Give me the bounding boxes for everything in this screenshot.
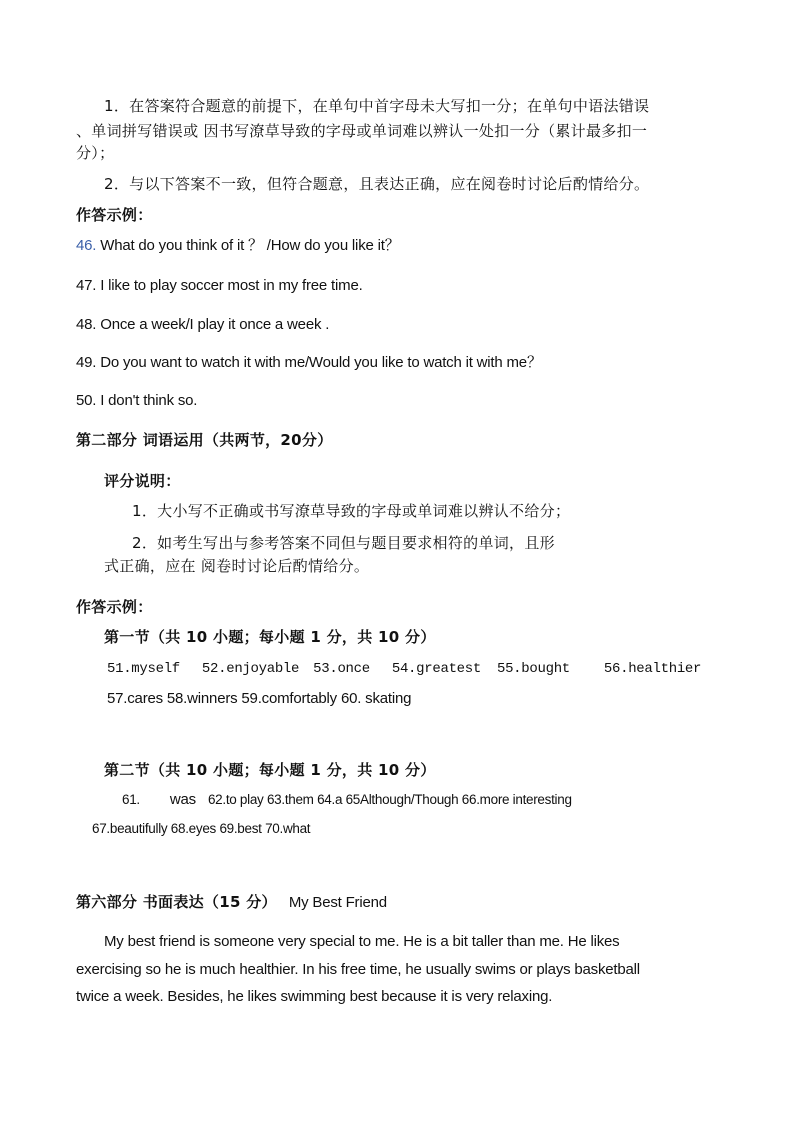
- part2-heading: 第二部分 词语运用（共两节，20分）: [76, 431, 333, 449]
- answer-51: 51.myself: [107, 661, 180, 677]
- answer-46: [76, 236, 400, 256]
- section1-heading: 第一节（共 10 小题；每小题 1 分，共 10 分）: [104, 628, 436, 646]
- scoring-label: 评分说明：: [104, 472, 181, 490]
- section1-row-1: [107, 659, 701, 679]
- answer-49: [76, 353, 542, 373]
- answer-50: [76, 391, 197, 411]
- answer-47: [76, 276, 363, 296]
- answer-number: 47.: [76, 277, 97, 294]
- rule-2: 2．与以下答案不一致，但符合题意，且表达正确，应在阅卷时讨论后酌情给分。: [104, 175, 650, 193]
- answer-number: 50.: [76, 392, 97, 409]
- answer-text: I like to play soccer most in my free time.: [96, 277, 363, 294]
- part6-heading-line: [76, 892, 387, 913]
- section2-row-2: 67.beautifully 68.eyes 69.best 70.what: [92, 821, 311, 836]
- answer-text: Do you want to watch it with me/Would you like to watch it with me？: [96, 354, 542, 371]
- part6-title: My Best Friend: [288, 894, 387, 911]
- scoring-item-2a: 2．如考生写出与参考答案不同但与题目要求相符的单词，且形: [132, 534, 555, 552]
- answer-text: Once a week/I play it once a week .: [96, 316, 330, 333]
- rule-1-line-1: 1．在答案符合题意的前提下，在单句中首字母未大写扣一分；在单句中语法错误: [104, 97, 650, 115]
- essay-line-1: My best friend is someone very special to me. He is a bit taller than me. He likes: [104, 933, 620, 950]
- example-heading-1: 作答示例：: [76, 206, 153, 224]
- section2-heading: 第二节（共 10 小题；每小题 1 分，共 10 分）: [104, 761, 436, 779]
- answer-61-number: 61.: [122, 792, 140, 807]
- answer-52: 52.enjoyable: [201, 661, 300, 677]
- answers-62-66: 62.to play 63.them 64.a 65Although/Though 66.more interesting: [207, 792, 572, 807]
- part6-heading: 第六部分 书面表达（15 分）: [76, 893, 277, 911]
- scoring-item-1: 1．大小写不正确或书写潦草导致的字母或单词难以辨认不给分；: [132, 502, 571, 520]
- essay-line-2: exercising so he is much healthier. In his free time, he usually swims or plays basketball: [76, 961, 640, 978]
- answer-56: 56.healthier: [603, 661, 702, 677]
- answer-number: 49.: [76, 354, 97, 371]
- example-heading-2: 作答示例：: [76, 598, 153, 616]
- section2-row-1: [122, 790, 572, 810]
- scoring-item-2b: 式正确，应在 阅卷时讨论后酌情给分。: [104, 557, 370, 575]
- answer-54: 54.greatest: [391, 661, 481, 677]
- answer-number: 48.: [76, 316, 97, 333]
- essay-line-3: twice a week. Besides, he likes swimming best because it is very relaxing.: [76, 988, 553, 1005]
- answer-61: was: [169, 791, 196, 808]
- rule-1-line-2: 、单词拼写错误或 因书写潦草导致的字母或单词难以辨认一处扣一分（累计最多扣一: [76, 122, 648, 140]
- rule-1-line-3: 分）；: [76, 144, 115, 162]
- answer-48: [76, 315, 329, 335]
- answer-53: 53.once: [313, 661, 370, 677]
- answer-55: 55.bought: [496, 661, 570, 677]
- answer-text: What do you think of it ？ /How do you like it？: [96, 237, 400, 254]
- section1-row-2: 57.cares 58.winners 59.comfortably 60. skating: [107, 690, 412, 707]
- answer-text: I don't think so.: [96, 392, 198, 409]
- answer-number: 46.: [76, 237, 97, 254]
